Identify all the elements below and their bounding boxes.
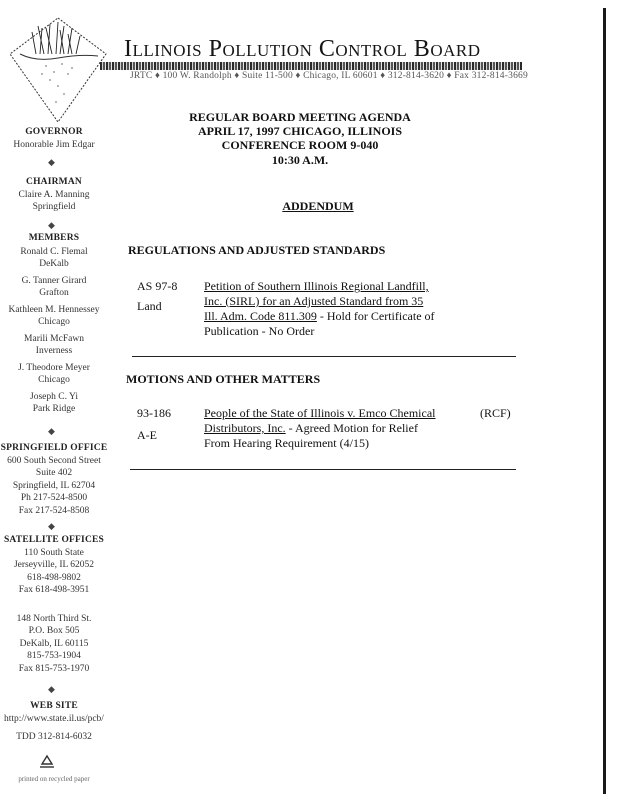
office-line: 148 North Third St. xyxy=(16,613,92,624)
office-line: P.O. Box 505 xyxy=(28,626,80,636)
recycle-icon xyxy=(36,754,58,772)
member-entry xyxy=(0,304,108,329)
office-line: DeKalb, IL 60115 xyxy=(19,638,89,649)
divider-diamond-icon: ◆ xyxy=(48,157,55,167)
member-entry xyxy=(0,362,108,387)
divider-diamond-icon: ◆ xyxy=(48,684,55,694)
section-heading: MOTIONS AND OTHER MATTERS xyxy=(126,372,321,386)
agenda-title: REGULAR BOARD MEETING AGENDA xyxy=(189,110,411,124)
member-city: Chicago xyxy=(38,375,70,385)
case-description xyxy=(204,279,474,339)
case-number: AS 97-8 xyxy=(137,279,178,293)
board-title: Illinois Pollution Control Board xyxy=(124,36,481,62)
governor-name: Honorable Jim Edgar xyxy=(13,139,95,150)
chairman-heading: CHAIRMAN xyxy=(26,177,82,187)
case-action: - Agreed Motion for Relief xyxy=(285,421,418,435)
member-name: Kathleen M. Hennessey xyxy=(8,304,100,315)
addendum-heading: ADDENDUM xyxy=(282,199,354,213)
office-line: 618-498-9802 xyxy=(27,572,81,583)
tdd-number: TDD 312-814-6032 xyxy=(16,732,92,742)
member-name: Ronald C. Flemal xyxy=(20,246,88,257)
springfield-office-block xyxy=(0,442,108,517)
member-name: G. Tanner Girard xyxy=(21,275,87,286)
logo-grass xyxy=(32,22,80,54)
letterhead-address: JRTC ♦ 100 W. Randolph ♦ Suite 11-500 ♦ Chicago, IL 60601 ♦ 312-814-3620 ♦ Fax 312-814-3669 xyxy=(130,71,528,81)
scan-edge xyxy=(603,8,606,794)
office-line: Jerseyville, IL 62052 xyxy=(13,560,95,570)
member-entry xyxy=(0,333,108,358)
case-action-tail: From Hearing Requirement (4/15) xyxy=(204,436,369,450)
divider-diamond-icon: ◆ xyxy=(48,521,55,531)
office-line: Fax 217-524-8508 xyxy=(18,505,90,516)
office-line: Ph 217-524-8500 xyxy=(20,493,88,503)
member-city: Grafton xyxy=(39,288,69,298)
member-city: Park Ridge xyxy=(32,404,76,414)
case-number: 93-186 xyxy=(137,406,171,420)
member-entry xyxy=(0,246,108,271)
members-heading: MEMBERS xyxy=(28,233,80,243)
member-city: Inverness xyxy=(35,346,73,356)
member-name: J. Theodore Meyer xyxy=(18,362,90,373)
chairman-city: Springfield xyxy=(32,202,76,212)
member-entry xyxy=(0,275,108,300)
satellite-heading: SATELLITE OFFICES xyxy=(3,535,105,545)
agenda-time: 10:30 A.M. xyxy=(271,152,329,167)
governor-heading: GOVERNOR xyxy=(25,127,83,137)
divider-diamond-icon: ◆ xyxy=(48,426,55,436)
chairman-name: Claire A. Manning xyxy=(18,189,90,200)
office-spacer xyxy=(0,597,108,613)
section-heading: REGULATIONS AND ADJUSTED STANDARDS xyxy=(128,243,386,257)
case-caption: Ill. Adm. Code 811.309 xyxy=(204,309,317,323)
office-line: 110 South State xyxy=(24,547,84,558)
case-action-tail: Publication - No Order xyxy=(204,324,315,338)
case-action: - Hold for Certificate of xyxy=(316,309,435,323)
case-caption: People of the State of Illinois v. Emco Chemical xyxy=(204,406,436,420)
satellite-offices-block xyxy=(0,534,108,675)
office-line: 815-753-1904 xyxy=(27,651,81,661)
case-caption: Petition of Southern Illinois Regional Landfill, xyxy=(204,279,429,293)
sidebar xyxy=(0,124,108,796)
case-caption: Inc. (SIRL) for an Adjusted Standard from 35 xyxy=(204,294,424,308)
case-initials: (RCF) xyxy=(480,406,511,420)
agenda-room: CONFERENCE ROOM 9-040 xyxy=(221,138,379,153)
logo-diamond xyxy=(10,18,106,122)
governor-block xyxy=(0,126,108,151)
case-type: Land xyxy=(137,299,162,313)
office-line: Suite 402 xyxy=(35,468,73,478)
section-divider xyxy=(130,469,516,470)
case-description xyxy=(204,406,474,451)
letterhead-rule xyxy=(100,62,522,70)
agenda-header xyxy=(150,110,450,167)
member-city: DeKalb xyxy=(39,259,69,269)
web-site-block xyxy=(0,700,108,744)
springfield-heading: SPRINGFIELD OFFICE xyxy=(0,443,108,453)
office-line: Fax 618-498-3951 xyxy=(18,585,90,595)
divider-diamond-icon: ◆ xyxy=(48,220,55,230)
state-logo-icon xyxy=(6,14,110,126)
web-heading: WEB SITE xyxy=(30,701,78,711)
logo-land xyxy=(41,63,73,103)
section-divider xyxy=(132,356,516,357)
recycled-note: printed on recycled paper xyxy=(18,775,90,783)
chairman-block xyxy=(0,176,108,214)
office-line: 600 South Second Street xyxy=(7,455,101,466)
members-block xyxy=(0,232,108,416)
member-name: Marili McFawn xyxy=(24,333,84,344)
web-url: http://www.state.il.us/pcb/ xyxy=(4,713,104,724)
member-city: Chicago xyxy=(38,317,70,327)
member-entry xyxy=(0,391,108,416)
office-line: Springfield, IL 62704 xyxy=(12,480,96,491)
case-type: A-E xyxy=(137,428,157,442)
agenda-date: APRIL 17, 1997 CHICAGO, ILLINOIS xyxy=(197,124,403,139)
case-caption: Distributors, Inc. xyxy=(204,421,286,435)
member-name: Joseph C. Yi xyxy=(30,391,78,402)
office-line: Fax 815-753-1970 xyxy=(18,663,90,674)
